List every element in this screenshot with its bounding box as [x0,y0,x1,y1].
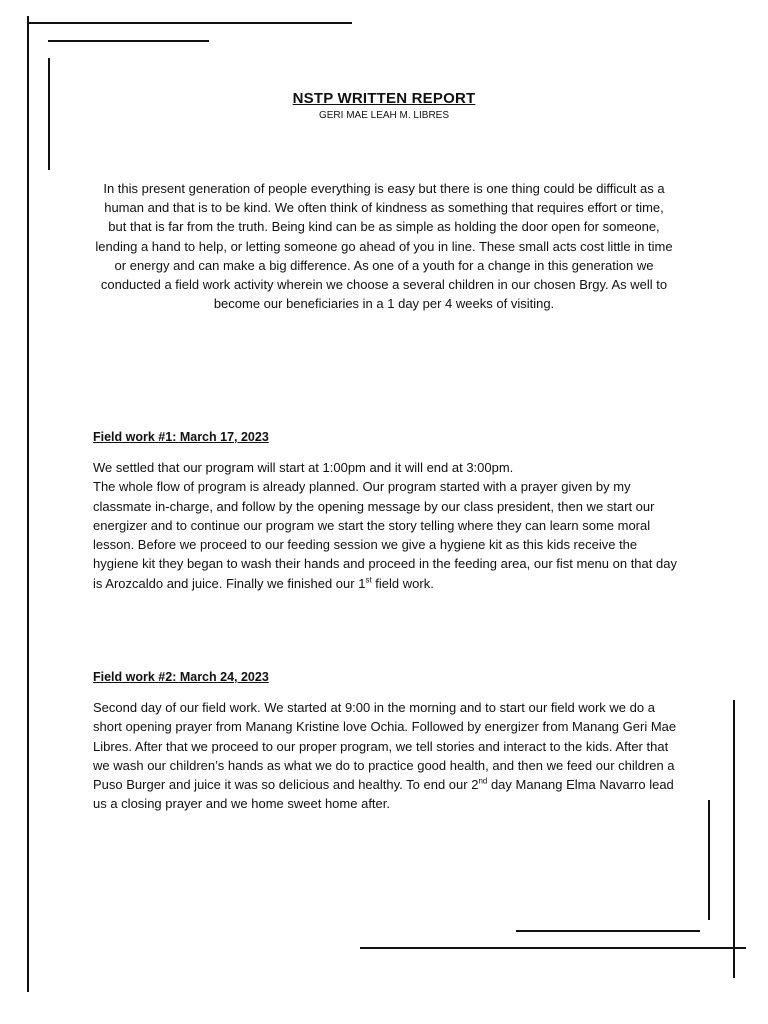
frame-line-top [28,22,352,24]
frame-line-bottom-inner [516,930,700,932]
fieldwork-1-body-end: field work. [371,575,434,591]
fieldwork-2-paragraph [93,698,683,814]
frame-line-bottom [360,947,746,949]
fieldwork-2-heading: Field work #2: March 24, 2023 [93,670,269,684]
fieldwork-2-body: Second day of our field work. We started at 9:00 in the morning and to start our field work we do a short opening prayer from Manang Kristine love Ochia. Followed by energizer from Manang Geri Mae Libres. After that we proceed to our proper program, we tell stories and interact to the kids. After that we wash our children’s hands as what we do to practice good health, and then we feed our children a Puso Burger and juice it was so delicious and healthy. To end our 2 [93,700,677,793]
frame-line-left [27,16,29,992]
fieldwork-1-heading: Field work #1: March 17, 2023 [93,430,269,444]
fieldwork-1-body: We settled that our program will start at 1:00pm and it will end at 3:00pm. The whole flow of program is already planned. Our program started with a prayer given by my classmate in-charge, and follow by the opening message by our class president, then we start our energizer and to continue our program we start the story telling where they can learn some moral lesson. Before we proceed to our feeding session we give a hygiene kit as this kids receive the hygiene kit they began to wash their hands and proceed in the feeding area, our fist menu on that day is Arozcaldo and juice. Finally we finished our 1 [93,460,677,591]
frame-line-right-inner [708,800,710,920]
frame-line-right [733,700,735,978]
fieldwork-1-ordinal: st [365,575,372,585]
intro-paragraph: In this present generation of people everything is easy but there is one thing could be difficult as a human and that is to be kind. We often think of kindness as something that requires effort or time, but that is far from the truth. Being kind can be as simple as holding the door open for someone, lending a hand to help, or letting someone go ahead of you in line. These small acts cost little in time or energy and can make a big difference. As one of a youth for a change in this generation we conducted a field work activity wherein we choose a several children in our chosen Brgy. As well to become our beneficiaries in a 1 day per 4 weeks of visiting. [95,181,673,312]
report-author: GERI MAE LEAH M. LIBRES [318,110,450,121]
fieldwork-2-ordinal: nd [478,776,488,786]
frame-line-top-inner [48,40,209,42]
report-title: NSTP WRITTEN REPORT [292,90,476,107]
fieldwork-1-paragraph [93,458,683,593]
fieldwork-2-body-end: day Manang Elma Navarro lead us a closing prayer and we home sweet home after. [93,777,674,812]
